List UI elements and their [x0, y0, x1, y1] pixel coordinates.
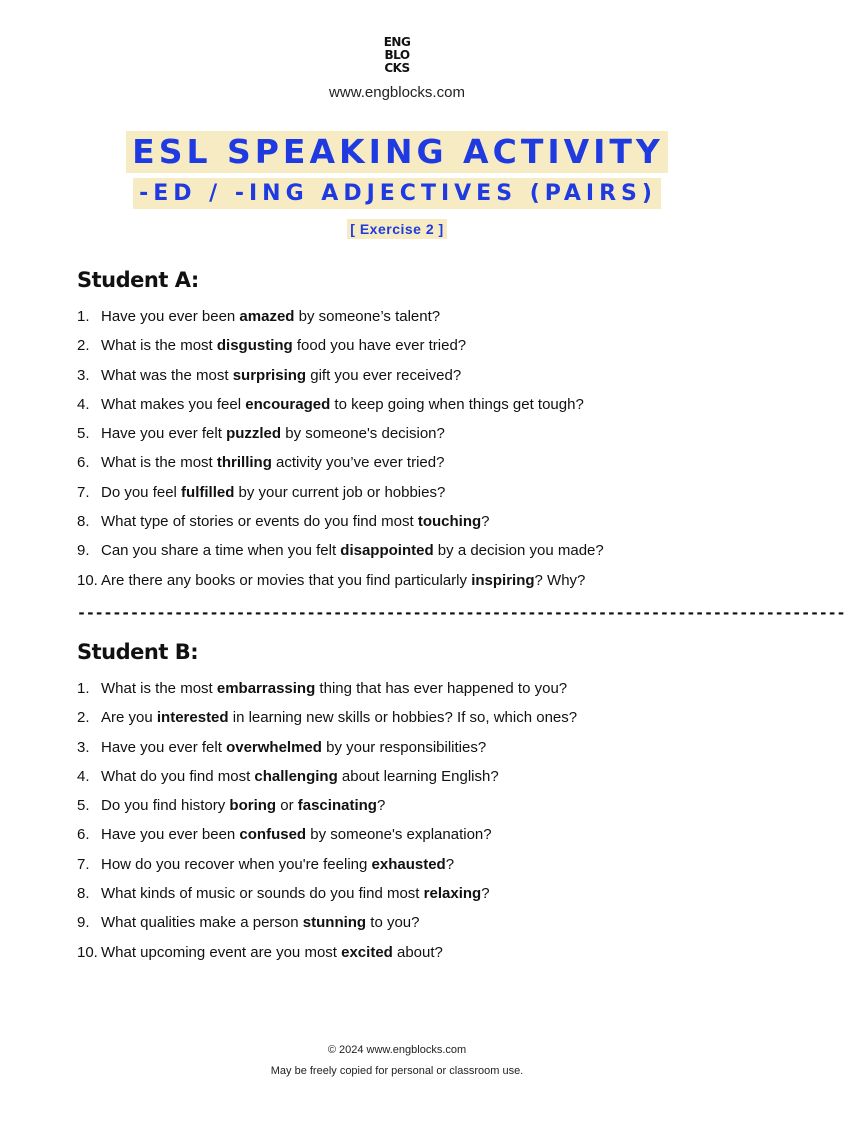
question-text: by a decision you made? [433, 542, 604, 560]
question-text: What is the most [101, 680, 217, 697]
question-text: What makes you feel [101, 395, 246, 413]
question-text: Have you ever felt [101, 738, 227, 756]
question-text: thing that has ever happened to you? [315, 680, 568, 697]
question-text: Are there any books or movies that you find particularly [101, 571, 472, 589]
question-item [77, 483, 604, 512]
question-text: Have you ever been [101, 308, 240, 325]
question-text: to you? [366, 914, 420, 932]
student-a-question-list [77, 307, 604, 600]
question-item [77, 424, 604, 453]
student-b-heading: Student B: [77, 640, 199, 664]
question-item [77, 767, 577, 796]
site-url: www.engblocks.com [329, 84, 465, 101]
question-text: by someone's explanation? [306, 826, 492, 844]
question-item [77, 395, 604, 424]
question-text: by your current job or hobbies? [234, 483, 446, 501]
question-number: 3. [77, 738, 90, 756]
question-number: 5. [77, 425, 90, 443]
question-number: 7. [77, 483, 90, 501]
question-text: ? [481, 513, 490, 531]
question-item [77, 679, 577, 708]
question-keyword: thrilling [216, 454, 272, 472]
question-keyword: disappointed [340, 542, 434, 560]
question-keyword: puzzled [226, 425, 282, 443]
question-item [77, 512, 604, 541]
question-keyword: encouraged [245, 395, 331, 413]
question-text: about? [392, 943, 443, 961]
logo-line: CKS [384, 61, 410, 75]
question-text: What do you find most [101, 767, 255, 785]
question-text: about learning English? [337, 767, 499, 785]
question-text: What kinds of music or sounds do you find most [101, 885, 424, 903]
question-text: to keep going when things get tough? [330, 395, 584, 413]
question-text: What qualities make a person [101, 914, 303, 932]
question-number: 8. [77, 885, 90, 903]
question-number: 3. [77, 366, 90, 384]
question-keyword: interested [156, 709, 229, 727]
logo-line: ENG [383, 35, 411, 49]
question-text: activity you’ve ever tried? [271, 454, 445, 472]
section-divider: --------------------------------------------------------------------------------------- [77, 604, 845, 622]
question-number: 2. [77, 709, 90, 727]
question-text: Have you ever been [101, 826, 240, 844]
student-b-question-list [77, 679, 577, 972]
page-subtitle: -ED / -ING ADJECTIVES (PAIRS) [133, 178, 661, 209]
question-item [77, 366, 604, 395]
question-item [77, 943, 577, 972]
question-item [77, 796, 577, 825]
question-item [77, 571, 604, 600]
question-text: Do you feel [101, 483, 182, 501]
question-number: 5. [77, 797, 90, 815]
question-number: 4. [77, 395, 90, 413]
question-keyword: excited [341, 943, 393, 961]
question-number: 8. [77, 513, 90, 531]
page-title: ESL SPEAKING ACTIVITY [126, 131, 668, 173]
question-number: 7. [77, 855, 90, 873]
question-text: gift you ever received? [306, 366, 462, 384]
question-item [77, 453, 604, 482]
question-text: What type of stories or events do you find most [101, 513, 418, 531]
question-keyword: boring [229, 797, 277, 815]
question-number: 1. [77, 680, 90, 697]
footer-note: May be freely copied for personal or classroom use. [270, 1065, 524, 1077]
question-text: in learning new skills or hobbies? If so, which ones? [228, 709, 578, 727]
question-keyword: disgusting [216, 337, 293, 355]
question-text: Are you [101, 709, 157, 727]
question-keyword: exhausted [371, 855, 446, 873]
question-item [77, 738, 577, 767]
student-a-heading: Student A: [77, 268, 199, 292]
question-text: Have you ever felt [101, 425, 227, 443]
question-number: 4. [77, 767, 90, 785]
question-number: 1. [77, 308, 90, 325]
question-text: What is the most [101, 454, 217, 472]
question-number: 10. [77, 571, 98, 589]
question-keyword: challenging [254, 767, 338, 785]
question-item [77, 336, 604, 365]
question-number: 9. [77, 542, 90, 560]
question-text: Do you find history [101, 797, 230, 815]
question-keyword: surprising [232, 366, 307, 384]
question-item [77, 884, 577, 913]
question-number: 10. [77, 943, 98, 961]
logo-line: BLO [384, 48, 410, 62]
question-item [77, 855, 577, 884]
question-text: Can you share a time when you felt [101, 542, 341, 560]
question-text: by someone's decision? [281, 425, 445, 443]
exercise-label: [ Exercise 2 ] [347, 219, 446, 239]
question-keyword: fulfilled [181, 483, 235, 501]
question-item [77, 913, 577, 942]
question-text: What is the most [101, 337, 217, 355]
question-keyword: fascinating [297, 797, 377, 815]
question-keyword: inspiring [471, 571, 535, 589]
footer-copyright: © 2024 www.engblocks.com [327, 1044, 467, 1056]
question-text: What was the most [101, 366, 233, 384]
question-text: by your responsibilities? [321, 738, 487, 756]
question-number: 6. [77, 826, 90, 844]
question-item [77, 825, 577, 854]
question-keyword: touching [417, 513, 482, 531]
question-text: by someone’s talent? [294, 308, 441, 325]
question-text: or [276, 797, 298, 815]
question-keyword: stunning [302, 914, 367, 932]
question-number: 9. [77, 914, 90, 932]
question-text: What upcoming event are you most [101, 943, 342, 961]
engblocks-logo [0, 36, 794, 75]
question-keyword: relaxing [423, 885, 482, 903]
question-number: 6. [77, 454, 90, 472]
question-number: 2. [77, 337, 90, 355]
question-keyword: overwhelmed [226, 738, 322, 756]
question-item [77, 708, 577, 737]
question-item [77, 541, 604, 570]
question-keyword: amazed [239, 308, 295, 325]
question-text: food you have ever tried? [292, 337, 467, 355]
question-text: ? [481, 885, 490, 903]
question-text: ? [445, 855, 455, 873]
question-keyword: confused [239, 826, 307, 844]
question-keyword: embarrassing [216, 680, 316, 697]
question-item [77, 307, 604, 336]
question-text: ? [376, 797, 386, 815]
question-text: ? Why? [534, 571, 586, 589]
question-text: How do you recover when you're feeling [101, 855, 372, 873]
